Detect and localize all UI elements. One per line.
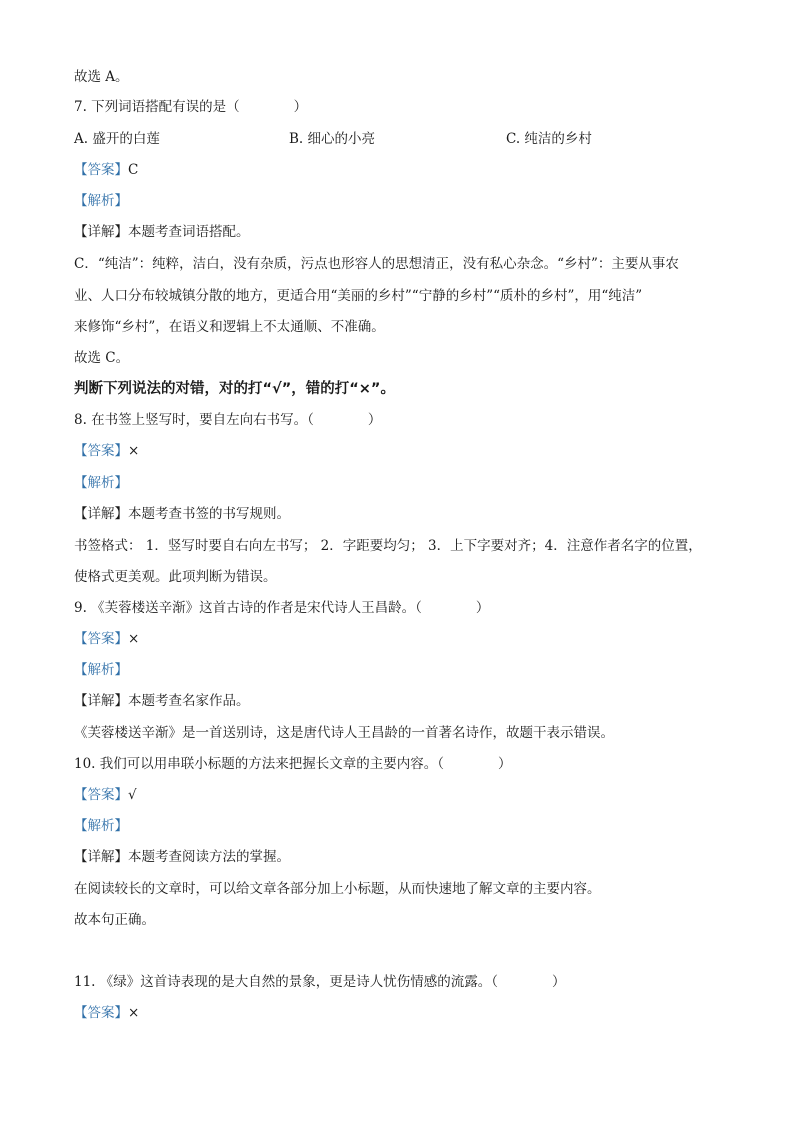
answer-10 (74, 786, 734, 804)
analysis-tag-7: 【解析】 (74, 193, 128, 209)
paragraph-8-line-2: 使格式更美观。此项判断为错误。 (74, 569, 277, 585)
detail-9 (74, 692, 734, 710)
detail-text: 本题考查书签的书写规则。 (128, 506, 290, 522)
conclusion-7: 故选 C。 (74, 350, 130, 366)
paragraph-10-line-1: 在阅读较长的文章时，可以给文章各部分加上小标题，从而快速地了解文章的主要内容。 (74, 881, 601, 897)
paragraph-7-line-2: 业、人口分布较城镇分散的地方，更适合用“美丽的乡村”“宁静的乡村”“质朴的乡村”，用“纯洁” (74, 288, 643, 304)
detail-tag: 【详解】 (74, 506, 128, 522)
answer-7 (74, 161, 734, 179)
option-b: B. 细心的小亮 (289, 131, 376, 147)
answer-value: × (128, 443, 140, 459)
detail-10 (74, 848, 734, 866)
analysis-tag-8: 【解析】 (74, 475, 128, 491)
answer-tag: 【答案】 (74, 443, 128, 459)
conclusion-text: 故选 A。 (74, 69, 129, 85)
answer-value: √ (128, 787, 137, 803)
answer-tag: 【答案】 (74, 631, 128, 647)
option-a: A. 盛开的白莲 (74, 131, 160, 147)
detail-7 (74, 223, 734, 241)
detail-text: 本题考查词语搭配。 (128, 224, 250, 240)
detail-tag: 【详解】 (74, 849, 128, 865)
question-7: 7. 下列词语搭配有误的是（ ） (74, 99, 308, 115)
analysis-tag-10: 【解析】 (74, 818, 128, 834)
answer-tag: 【答案】 (74, 787, 128, 803)
answer-value: × (128, 631, 140, 647)
paragraph-9-line-1: 《芙蓉楼送辛渐》是一首送别诗，这是唐代诗人王昌龄的一首著名诗作，故题干表示错误。 (74, 725, 614, 741)
option-c: C. 纯洁的乡村 (506, 131, 592, 147)
answer-tag: 【答案】 (74, 1005, 128, 1021)
paragraph-10-line-2: 故本句正确。 (74, 912, 155, 928)
detail-tag: 【详解】 (74, 693, 128, 709)
detail-text: 本题考查阅读方法的掌握。 (128, 849, 290, 865)
question-8: 8. 在书签上竖写时，要自左向右书写。（ ） (74, 412, 382, 428)
answer-8 (74, 442, 734, 460)
detail-tag: 【详解】 (74, 224, 128, 240)
detail-text: 本题考查名家作品。 (128, 693, 250, 709)
answer-value: C (128, 162, 139, 178)
answer-9 (74, 630, 734, 648)
detail-8 (74, 505, 734, 523)
paragraph-7-line-3: 来修饰“乡村”，在语义和逻辑上不太通顺、不准确。 (74, 319, 385, 335)
analysis-tag-9: 【解析】 (74, 662, 128, 678)
paragraph-8-line-1: 书签格式： 1．竖写时要自右向左书写； 2．字距要均匀； 3．上下字要对齐；4．注意作者名字的位置， (74, 538, 702, 554)
question-11: 11. 《绿》这首诗表现的是大自然的景象，更是诗人忧伤情感的流露。（ ） (74, 974, 566, 990)
question-9: 9. 《芙蓉楼送辛渐》这首古诗的作者是宋代诗人王昌龄。（ ） (74, 600, 490, 616)
answer-value: × (128, 1005, 140, 1021)
paragraph-7-line-1: C．“纯洁”：纯粹，洁白，没有杂质，污点也形容人的思想清正，没有私心杂念。“乡村”：主要从事农 (74, 256, 679, 272)
section-heading: 判断下列说法的对错，对的打“√”，错的打“×”。 (74, 381, 395, 397)
question-10: 10. 我们可以用串联小标题的方法来把握长文章的主要内容。（ ） (74, 756, 512, 772)
answer-11 (74, 1004, 734, 1022)
answer-tag: 【答案】 (74, 162, 128, 178)
